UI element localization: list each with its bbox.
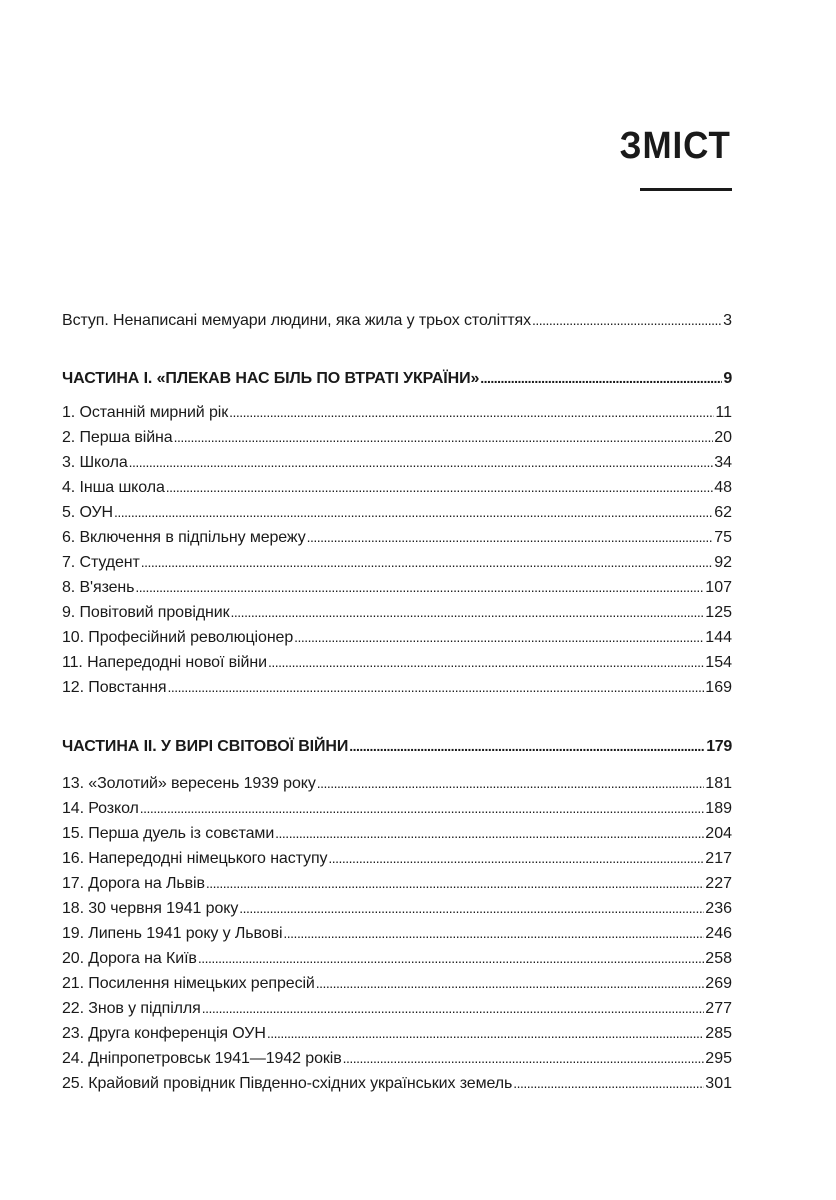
dot-leader [328,847,704,870]
dot-leader [168,676,705,699]
toc-chapter-page: 301 [705,1075,732,1092]
toc-chapter-label: 23. Друга конференція ОУН [62,1025,266,1042]
toc-chapter-label: 4. Інша школа [62,479,165,496]
toc-chapter-label: 24. Дніпропетровськ 1941—1942 років [62,1050,342,1067]
toc-entry-page: 3 [723,312,732,329]
dot-leader [317,772,705,795]
title-underline [640,188,732,191]
dot-leader [268,651,704,674]
toc-chapter-page: 169 [705,679,732,696]
toc-chapter-label: 20. Дорога на Київ [62,950,197,967]
toc-chapter[interactable] [62,1022,732,1045]
toc-chapter-label: 7. Студент [62,554,140,571]
dot-leader [231,601,705,624]
toc-chapter[interactable] [62,626,732,649]
toc-part-1[interactable] [62,367,732,390]
toc-chapter-page: 62 [714,504,732,521]
toc-chapter[interactable] [62,476,732,499]
toc-chapter-label: 9. Повітовий провідник [62,604,230,621]
toc-part-2[interactable] [62,735,732,758]
toc-chapter[interactable] [62,451,732,474]
toc-chapter-page: 181 [705,775,732,792]
toc-chapter[interactable] [62,551,732,574]
toc-chapter-label: 17. Дорога на Львів [62,875,205,892]
toc-chapter[interactable] [62,872,732,895]
dot-leader [513,1072,704,1095]
toc-chapter[interactable] [62,972,732,995]
dot-leader [129,451,714,474]
toc-chapter-label: 16. Напередодні німецького наступу [62,850,328,867]
toc-chapter-label: 10. Професійний революціонер [62,629,294,646]
toc-chapter[interactable] [62,897,732,920]
toc-chapter-label: 25. Крайовий провідник Південно-східних українських земель [62,1075,513,1092]
dot-leader [198,947,704,970]
toc-chapter-page: 246 [705,925,732,942]
dot-leader [349,735,705,758]
dot-leader [480,367,722,390]
toc-chapter[interactable] [62,601,732,624]
dot-leader [275,822,704,845]
toc-chapter-label: 8. В'язень [62,579,135,596]
dot-leader [343,1047,705,1070]
toc-chapter[interactable] [62,997,732,1020]
toc-chapter-page: 295 [705,1050,732,1067]
dot-leader [135,576,704,599]
toc-chapter-page: 227 [705,875,732,892]
toc-chapter[interactable] [62,1047,732,1070]
toc-chapter-page: 125 [705,604,732,621]
toc-chapter-page: 11 [715,404,732,421]
toc-chapter[interactable] [62,947,732,970]
toc-chapter-label: 1. Останній мирний рік [62,404,229,421]
dot-leader [283,922,704,945]
dot-leader [114,501,713,524]
toc-chapter-label: 3. Школа [62,454,128,471]
toc-chapter-label: 18. 30 червня 1941 року [62,900,239,917]
toc-chapter[interactable] [62,797,732,820]
toc-chapter-page: 236 [705,900,732,917]
toc-entry-intro[interactable] [62,309,732,332]
toc-chapter-label: 15. Перша дуель із совєтами [62,825,275,842]
toc-entry-label: Вступ. Ненаписані мемуари людини, яка жила у трьох століттях [62,312,532,329]
toc-chapter[interactable] [62,847,732,870]
toc-chapter-label: 6. Включення в підпільну мережу [62,529,306,546]
toc-chapter[interactable] [62,426,732,449]
toc-chapter[interactable] [62,401,732,424]
dot-leader [307,526,714,549]
dot-leader [174,426,714,449]
toc-chapter[interactable] [62,922,732,945]
dot-leader [229,401,714,424]
toc-part-page: 179 [706,738,732,755]
dot-leader [532,309,722,332]
dot-leader [294,626,704,649]
dot-leader [141,551,713,574]
toc-chapter-page: 204 [705,825,732,842]
toc-chapter-label: 19. Липень 1941 року у Львові [62,925,283,942]
toc-chapter[interactable] [62,772,732,795]
toc-chapter[interactable] [62,1072,732,1095]
toc-chapter-page: 34 [714,454,732,471]
toc-part-label: ЧАСТИНА ІІ. У ВИРІ СВІТОВОЇ ВІЙНИ [62,738,349,755]
toc-chapter-page: 92 [714,554,732,571]
toc-chapter[interactable] [62,501,732,524]
toc-chapter-page: 189 [705,800,732,817]
toc-chapter[interactable] [62,576,732,599]
page-title: ЗМІСТ [619,125,731,167]
dot-leader [316,972,705,995]
toc-chapter-page: 154 [705,654,732,671]
dot-leader [206,872,704,895]
dot-leader [239,897,704,920]
dot-leader [140,797,705,820]
toc-chapter-page: 217 [705,850,732,867]
toc-chapter-page: 144 [705,629,732,646]
toc-chapter-label: 5. ОУН [62,504,114,521]
toc-chapter-page: 20 [714,429,732,446]
toc-chapter-page: 277 [705,1000,732,1017]
toc-chapter[interactable] [62,822,732,845]
toc-chapter-page: 269 [705,975,732,992]
toc-chapter-page: 285 [705,1025,732,1042]
toc-chapter[interactable] [62,651,732,674]
toc-chapter-label: 11. Напередодні нової війни [62,654,267,671]
toc-chapter-label: 12. Повстання [62,679,167,696]
toc-chapter-page: 258 [705,950,732,967]
toc-chapter[interactable] [62,526,732,549]
toc-part-label: ЧАСТИНА І. «ПЛЕКАВ НАС БІЛЬ ПО ВТРАТІ УКРАЇНИ» [62,370,480,387]
toc-chapter-label: 14. Розкол [62,800,139,817]
toc-part-page: 9 [723,370,732,387]
dot-leader [267,1022,704,1045]
toc-chapter-label: 2. Перша війна [62,429,173,446]
toc-chapter-page: 48 [714,479,732,496]
toc-chapter-page: 107 [705,579,732,596]
toc-chapter[interactable] [62,676,732,699]
dot-leader [202,997,705,1020]
toc-chapter-label: 21. Посилення німецьких репресій [62,975,315,992]
toc-chapter-label: 22. Знов у підпілля [62,1000,201,1017]
dot-leader [166,476,713,499]
toc-chapter-label: 13. «Золотий» вересень 1939 року [62,775,316,792]
toc-chapter-page: 75 [714,529,732,546]
